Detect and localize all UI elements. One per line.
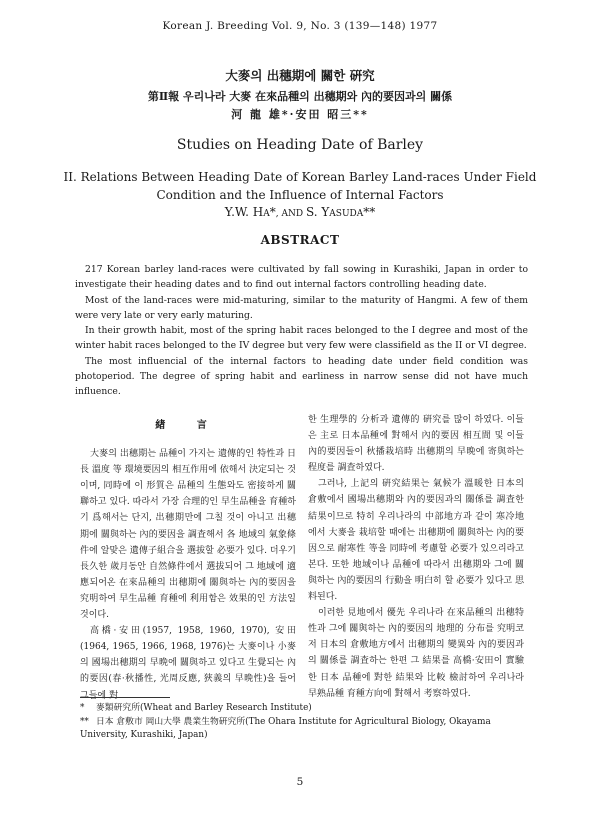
author-and: , AND bbox=[275, 209, 306, 219]
author1-smallcaps: A bbox=[263, 209, 270, 219]
body-paragraph: 한 生理學的 分析과 遺傳的 硏究를 많이 하였다. 이들은 主로 日本品種에 對해서 內的要因 相互間 및 이들 內的要因들이 秋播栽培時 出穗期의 早晩에 寄與하는 程度를 調査하였다. bbox=[308, 415, 524, 474]
abstract-paragraph: The most influencial of the internal factors to heading date under field condition was photoperiod. The degree of spring habit and earliness in narrow sense did not have much influence. bbox=[75, 355, 528, 398]
abstract-paragraph: 217 Korean barley land-races were cultivated by fall sowing in Kurashiki, Japan in order to investigate their heading dates and to find out internal factors controlling heading date. bbox=[75, 264, 528, 291]
body-paragraph: 大麥의 出穗期는 品種이 가지는 遺傳的인 特性과 日長 溫度 等 環境要因의 相互作用에 依해서 決定되는 것이며, 同時에 이 形質은 品種의 生態와도 密接하게 關聯하고 있다. 따라서 가장 合理的인 早生品種을 育種하기 爲해서는 단지, 出穗期만에 그칠 것이 아니고 出穗期에 關與하는 內的要因을 調査해서 各 地域의 氣象條件에 알맞은 遺傳子組合을 選拔할 必要가 있다. 더우기 長久한 歲月동안 自然條件에서 選拔되어 그 地域에 適應되어온 在來品種의 出穗期에 關與하는 內的要因을 究明하여 早生品種 育種에 利用함은 效果的인 方法일 것이다. bbox=[80, 449, 296, 621]
footnote bbox=[80, 702, 540, 715]
abstract-heading: ABSTRACT bbox=[260, 233, 340, 247]
english-title: Studies on Heading Date of Barley bbox=[176, 137, 424, 153]
footnote-text: 麥類硏究所(Wheat and Barley Research Institute) bbox=[96, 703, 312, 713]
abstract-paragraph: Most of the land-races were mid-maturing, similar to the maturity of Hangmi. A few of them were very late or very early maturing. bbox=[75, 294, 528, 321]
footnote-mark: * bbox=[80, 703, 85, 713]
author1-mark: * bbox=[269, 205, 276, 219]
korean-title: 大麥의 出穗期에 關한 硏究 bbox=[225, 68, 375, 83]
body-paragraph: 高橋·安田(1957, 1958, 1960, 1970), 安田(1964, 1965, 1966, 1968, 1976)는 大麥이나 小麥의 國場出穗期의 早晩에 關與하고 있다고 生覺되는 內的要因(春·秋播性, 光周反應, 狹義의 早晩性)을 들어 그들에 對 bbox=[80, 626, 296, 701]
journal-header: Korean J. Breeding Vol. 9, No. 3 (139—148) 1977 bbox=[162, 20, 438, 32]
korean-authors: 河 龍 雄*·安田 昭三** bbox=[231, 108, 369, 121]
section-heading-introduction: 緖 言 bbox=[155, 420, 221, 431]
abstract-paragraph: In their growth habit, most of the spring habit races belonged to the I degree and most of the winter habit races belonged to the IV degree but very few were classifield as the II or VI degree. bbox=[75, 325, 528, 352]
english-subtitle-line1: II. Relations Between Heading Date of Korean Barley Land-races Under Field bbox=[63, 170, 537, 184]
footnote bbox=[80, 716, 540, 742]
footnote-mark: ** bbox=[80, 717, 89, 727]
english-subtitle bbox=[0, 168, 600, 204]
footnote-text: 日本 倉敷市 岡山大學 農業生物硏究所(The Ohara Institute for Agricultural Biology, Okayama University, Kurashiki, Japan) bbox=[80, 717, 491, 740]
author2-mark: ** bbox=[363, 205, 376, 219]
body-paragraph: 이러한 見地에서 優先 우리나라 在來品種의 出穗特性과 그에 關與하는 內的要因의 地理的 分布를 究明코저 日本의 倉敷地方에서 出穗期의 變異와 內的要因과의 關係를 調査하는 한편 그 結果를 高橋·安田이 實驗한 日本 品種에 對한 結果와 比較 檢討하여 우리나라 早熟品種 育種方向에 對해서 考察하였다. bbox=[308, 608, 524, 699]
author1-name: Y.W. H bbox=[224, 205, 264, 219]
author2-name: S. Y bbox=[305, 205, 330, 219]
body-right-column bbox=[308, 412, 524, 702]
page-number: 5 bbox=[296, 776, 304, 788]
body-paragraph: 그러나, 上記의 硏究結果는 氣候가 溫暖한 日本의 倉敷에서 國場出穗期와 內的要因과의 關係를 調査한 結果이므로 特히 우리나라의 中部地方과 같이 寒冷地에서 大麥을 栽培할 때에는 出穗期에 關與하는 內的要因으로 耐寒性 等을 同時에 考慮할 必要가 있으리라고 본다. 또한 地域이나 品種에 따라서 出穗期와 그에 關與하는 內的要因의 行動을 明白히 할 必要가 있다고 思料된다. bbox=[308, 479, 524, 603]
footnote-divider bbox=[80, 697, 170, 698]
korean-subtitle: 第Ⅱ報 우리나라 大麥 在來品種의 出穗期와 內的要因과의 關係 bbox=[147, 90, 453, 103]
english-authors bbox=[0, 205, 600, 219]
body-left-column bbox=[80, 412, 296, 704]
abstract-body bbox=[75, 262, 528, 400]
english-subtitle-line2: Condition and the Influence of Internal Factors bbox=[156, 188, 444, 202]
author2-smallcaps: ASUDA bbox=[329, 209, 364, 219]
